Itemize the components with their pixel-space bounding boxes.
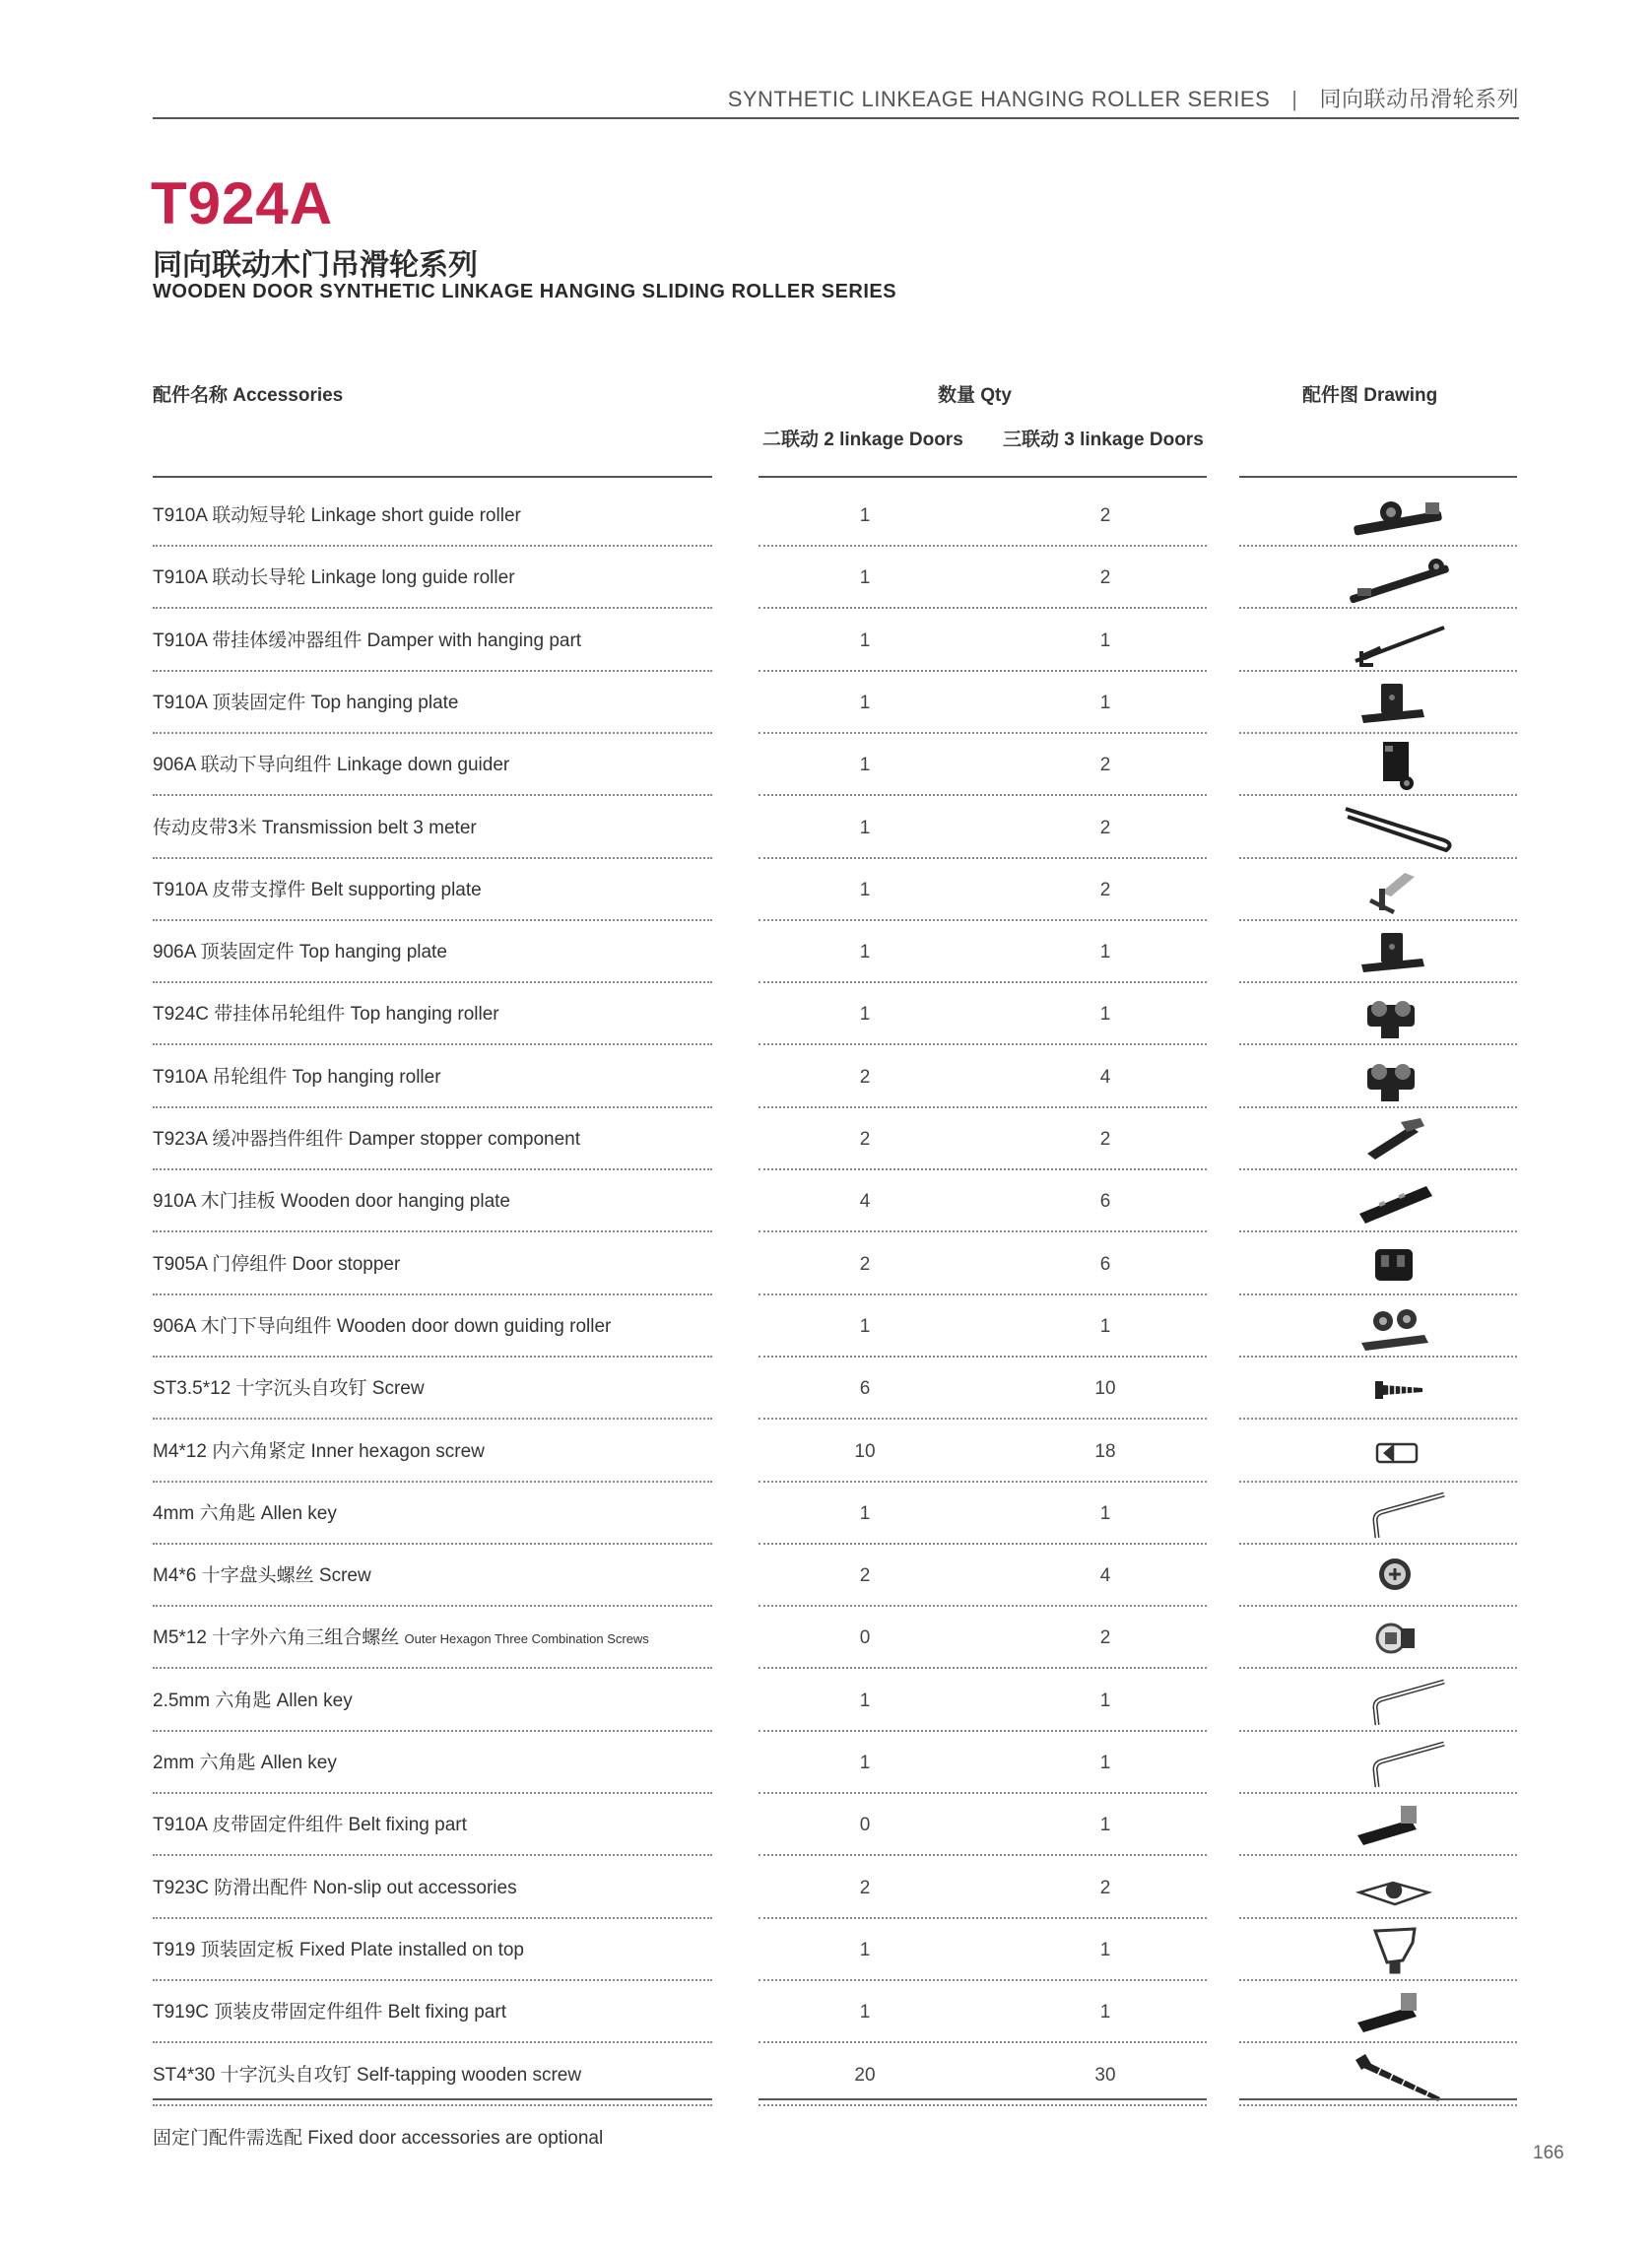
row-divider [153, 2104, 712, 2106]
qty-3-doors: 10 [1094, 1378, 1116, 1400]
accessory-name-text: T919C 顶装皮带固定件组件 Belt fixing part [153, 2002, 506, 2023]
accessory-name-text: T910A 联动长导轮 Linkage long guide roller [153, 567, 515, 589]
qty-2-doors: 2 [859, 1877, 871, 1898]
qty-3-doors: 2 [1099, 817, 1111, 838]
accessory-name-text: T910A 皮带固定件组件 Belt fixing part [153, 1815, 467, 1836]
accessory-name-text: 2mm 六角匙 Allen key [153, 1753, 337, 1773]
qty-3-doors: 1 [1099, 1939, 1111, 1960]
accessory-name [153, 1170, 510, 1232]
accessory-name [153, 547, 515, 609]
table-row [0, 1857, 1652, 1919]
qty-2-doors: 1 [859, 1004, 871, 1026]
qty-2-doors: 6 [859, 1378, 871, 1400]
footer-rule-qty [759, 2098, 1207, 2100]
qty-3-doors: 2 [1099, 1627, 1111, 1649]
qty-2-doors: 2 [859, 1129, 871, 1150]
accessory-name-text: T910A 顶装固定件 Top hanging plate [153, 692, 459, 713]
qty-3-doors: 2 [1099, 879, 1111, 900]
qty-3-doors: 6 [1099, 1191, 1111, 1213]
qty-3-doors: 1 [1099, 630, 1111, 651]
qty-2-doors: 1 [859, 1502, 871, 1524]
qty-2-doors: 0 [859, 1815, 871, 1836]
table-row [0, 1421, 1652, 1483]
qty-2-doors: 0 [859, 1627, 871, 1649]
header-series-en: SYNTHETIC LINKEAGE HANGING ROLLER SERIES [727, 87, 1271, 111]
qty-3-doors: 2 [1099, 755, 1111, 776]
fixed-plate-icon [1342, 1923, 1460, 1978]
qty-2-doors: 20 [854, 2064, 876, 2086]
accessory-name [153, 1794, 467, 1856]
qty-3-doors: 1 [1099, 942, 1111, 963]
qty-2-doors: 1 [859, 567, 871, 589]
table-row [0, 1794, 1652, 1856]
accessory-name [153, 1857, 517, 1919]
hex-screw-icon [1342, 1425, 1460, 1480]
accessory-name-text: M4*12 内六角紧定 Inner hexagon screw [153, 1440, 485, 1462]
hanging-roller-icon [1342, 987, 1460, 1042]
accessory-name-text: ST4*30 十字沉头自攻钉 Self-tapping wooden screw [153, 2064, 582, 2086]
col-qty-2: 二联动 2 linkage Doors [762, 430, 963, 450]
col-qty: 数量 Qty [938, 385, 1012, 406]
hanging-plate-icon [1342, 1174, 1460, 1229]
table-row [0, 859, 1652, 921]
header-series-cn: 同向联动吊滑轮系列 [1319, 87, 1519, 111]
accessory-name [153, 672, 459, 734]
qty-2-doors: 1 [859, 879, 871, 900]
accessory-name [153, 2044, 581, 2106]
allen-key-icon [1342, 1736, 1460, 1791]
long-guide-roller-icon [1342, 551, 1460, 606]
qty-2-doors: 1 [859, 755, 871, 776]
accessory-name [153, 921, 447, 983]
table-row [0, 1732, 1652, 1794]
table-row [0, 1358, 1652, 1420]
table-row [0, 1233, 1652, 1295]
qty-2-doors: 1 [859, 1753, 871, 1773]
accessory-name [153, 1981, 506, 2043]
accessory-name [153, 1108, 580, 1170]
qty-3-doors: 2 [1099, 505, 1111, 526]
table-row [0, 797, 1652, 859]
qty-2-doors: 4 [859, 1191, 871, 1213]
qty-3-doors: 18 [1094, 1440, 1116, 1462]
accessory-name [153, 1046, 441, 1108]
accessory-name-text: T924C 带挂体吊轮组件 Top hanging roller [153, 1004, 499, 1026]
accessory-name [153, 1545, 371, 1607]
qty-2-doors: 1 [859, 1939, 871, 1960]
header-series [728, 83, 1519, 113]
table-row [0, 921, 1652, 983]
header-separator: | [1291, 87, 1298, 111]
accessory-name-text: T923C 防滑出配件 Non-slip out accessories [153, 1877, 517, 1898]
accessory-name [153, 797, 477, 859]
belt-fixing-icon [1342, 1798, 1460, 1853]
qty-3-doors: 1 [1099, 692, 1111, 713]
accessory-name-text: M5*12 十字外六角三组合螺丝 [153, 1627, 405, 1649]
table-row [0, 1170, 1652, 1232]
model-number: T924A [151, 170, 334, 236]
row-divider [1239, 2104, 1517, 2106]
table-row [0, 1108, 1652, 1170]
accessory-name [153, 1421, 485, 1483]
top-plate-icon [1342, 676, 1460, 731]
footnote: 固定门配件需选配 Fixed door accessories are optional [153, 2128, 604, 2149]
col-accessories: 配件名称 Accessories [153, 385, 344, 406]
accessory-name-text: T910A 吊轮组件 Top hanging roller [153, 1066, 441, 1088]
screw-icon [1342, 1361, 1460, 1417]
qty-3-doors: 2 [1099, 1877, 1111, 1898]
door-stopper-icon [1342, 1237, 1460, 1293]
row-divider [759, 2104, 1207, 2106]
table-row [0, 1483, 1652, 1545]
qty-2-doors: 2 [859, 1066, 871, 1088]
table-row [0, 1670, 1652, 1732]
accessory-name [153, 983, 499, 1045]
qty-3-doors: 1 [1099, 1315, 1111, 1337]
accessory-name [153, 734, 509, 796]
header-rule [153, 117, 1519, 119]
belt-icon [1342, 801, 1460, 856]
header-rule-qty [759, 476, 1207, 478]
qty-2-doors: 1 [859, 942, 871, 963]
qty-2-doors: 1 [859, 2002, 871, 2023]
page-number: 166 [1533, 2143, 1564, 2163]
qty-3-doors: 1 [1099, 1753, 1111, 1773]
table-row [0, 2044, 1652, 2106]
accessory-name [153, 485, 521, 547]
pan-head-screw-icon [1342, 1549, 1460, 1604]
accessory-name-text: 906A 顶装固定件 Top hanging plate [153, 942, 447, 963]
accessory-name-text: ST3.5*12 十字沉头自攻钉 Screw [153, 1378, 425, 1400]
accessory-name [153, 1483, 337, 1545]
non-slip-icon [1342, 1861, 1460, 1916]
accessory-name-text: T910A 皮带支撑件 Belt supporting plate [153, 879, 482, 900]
table-row [0, 983, 1652, 1045]
accessory-name [153, 1358, 425, 1420]
table-row [0, 485, 1652, 547]
accessory-name-text: 传动皮带3米 Transmission belt 3 meter [153, 817, 477, 838]
long-screw-icon [1342, 2048, 1460, 2103]
accessory-name [153, 1295, 611, 1358]
col-qty-3: 三联动 3 linkage Doors [1003, 430, 1204, 450]
qty-2-doors: 2 [859, 1565, 871, 1587]
qty-3-doors: 2 [1099, 1129, 1111, 1150]
table-row [0, 1607, 1652, 1669]
accessory-name [153, 1919, 524, 1981]
allen-key-icon [1342, 1487, 1460, 1542]
accessory-name [153, 1233, 400, 1295]
accessory-name-small: Outer Hexagon Three Combination Screws [404, 1631, 649, 1647]
combination-screw-icon [1342, 1611, 1460, 1666]
accessory-name-text: T923A 缓冲器挡件组件 Damper stopper component [153, 1129, 581, 1150]
qty-3-doors: 1 [1099, 1502, 1111, 1524]
qty-3-doors: 4 [1099, 1565, 1111, 1587]
table-row [0, 1919, 1652, 1981]
accessory-name-text: T905A 门停组件 Door stopper [153, 1253, 401, 1275]
accessory-name-text: T910A 联动短导轮 Linkage short guide roller [153, 505, 521, 526]
accessory-name-text: T910A 带挂体缓冲器组件 Damper with hanging part [153, 630, 582, 651]
accessory-name [153, 1670, 353, 1732]
qty-3-doors: 6 [1099, 1253, 1111, 1275]
accessory-name-text: 906A 木门下导向组件 Wooden door down guiding roller [153, 1315, 612, 1337]
accessory-name-text: T919 顶装固定板 Fixed Plate installed on top [153, 1939, 525, 1960]
accessory-name-text: M4*6 十字盘头螺丝 Screw [153, 1565, 371, 1587]
guiding-roller-icon [1342, 1299, 1460, 1355]
qty-2-doors: 1 [859, 1315, 871, 1337]
accessory-name-text: 4mm 六角匙 Allen key [153, 1502, 337, 1524]
accessory-name-text: 910A 木门挂板 Wooden door hanging plate [153, 1191, 510, 1213]
down-guider-icon [1342, 738, 1460, 793]
table-row [0, 1545, 1652, 1607]
qty-2-doors: 1 [859, 1690, 871, 1711]
footer-rule-accessories [153, 2098, 712, 2100]
qty-2-doors: 1 [859, 505, 871, 526]
table-row [0, 734, 1652, 796]
qty-2-doors: 1 [859, 817, 871, 838]
qty-3-doors: 1 [1099, 1690, 1111, 1711]
accessory-name [153, 610, 581, 672]
col-drawing: 配件图 Drawing [1302, 385, 1438, 406]
qty-3-doors: 2 [1099, 567, 1111, 589]
table-row [0, 672, 1652, 734]
table-row [0, 610, 1652, 672]
accessory-name-text: 2.5mm 六角匙 Allen key [153, 1690, 353, 1711]
accessory-name [153, 1732, 337, 1794]
qty-2-doors: 10 [854, 1440, 876, 1462]
qty-3-doors: 1 [1099, 1815, 1111, 1836]
allen-key-icon [1342, 1674, 1460, 1729]
damper-icon [1342, 614, 1460, 669]
table-row [0, 547, 1652, 609]
belt-fixing-icon [1342, 1985, 1460, 2040]
qty-3-doors: 1 [1099, 2002, 1111, 2023]
accessory-name [153, 1607, 649, 1669]
footer-rule-drawing [1239, 2098, 1517, 2100]
accessory-name [153, 859, 482, 921]
page-title-cn: 同向联动木门吊滑轮系列 [153, 249, 478, 282]
qty-2-doors: 1 [859, 692, 871, 713]
table-row [0, 1981, 1652, 2043]
belt-support-icon [1342, 863, 1460, 918]
page-title-en: WOODEN DOOR SYNTHETIC LINKAGE HANGING SLIDING ROLLER SERIES [153, 281, 897, 302]
qty-2-doors: 2 [859, 1253, 871, 1275]
header-rule-accessories [153, 476, 712, 478]
accessory-name-text: 906A 联动下导向组件 Linkage down guider [153, 755, 510, 776]
hanging-roller-icon [1342, 1050, 1460, 1105]
top-plate-icon [1342, 925, 1460, 980]
qty-3-doors: 30 [1094, 2064, 1116, 2086]
qty-3-doors: 1 [1099, 1004, 1111, 1026]
table-row [0, 1295, 1652, 1358]
short-guide-roller-icon [1342, 489, 1460, 544]
damper-stopper-icon [1342, 1112, 1460, 1167]
qty-2-doors: 1 [859, 630, 871, 651]
table-row [0, 1046, 1652, 1108]
qty-3-doors: 4 [1099, 1066, 1111, 1088]
header-rule-drawing [1239, 476, 1517, 478]
